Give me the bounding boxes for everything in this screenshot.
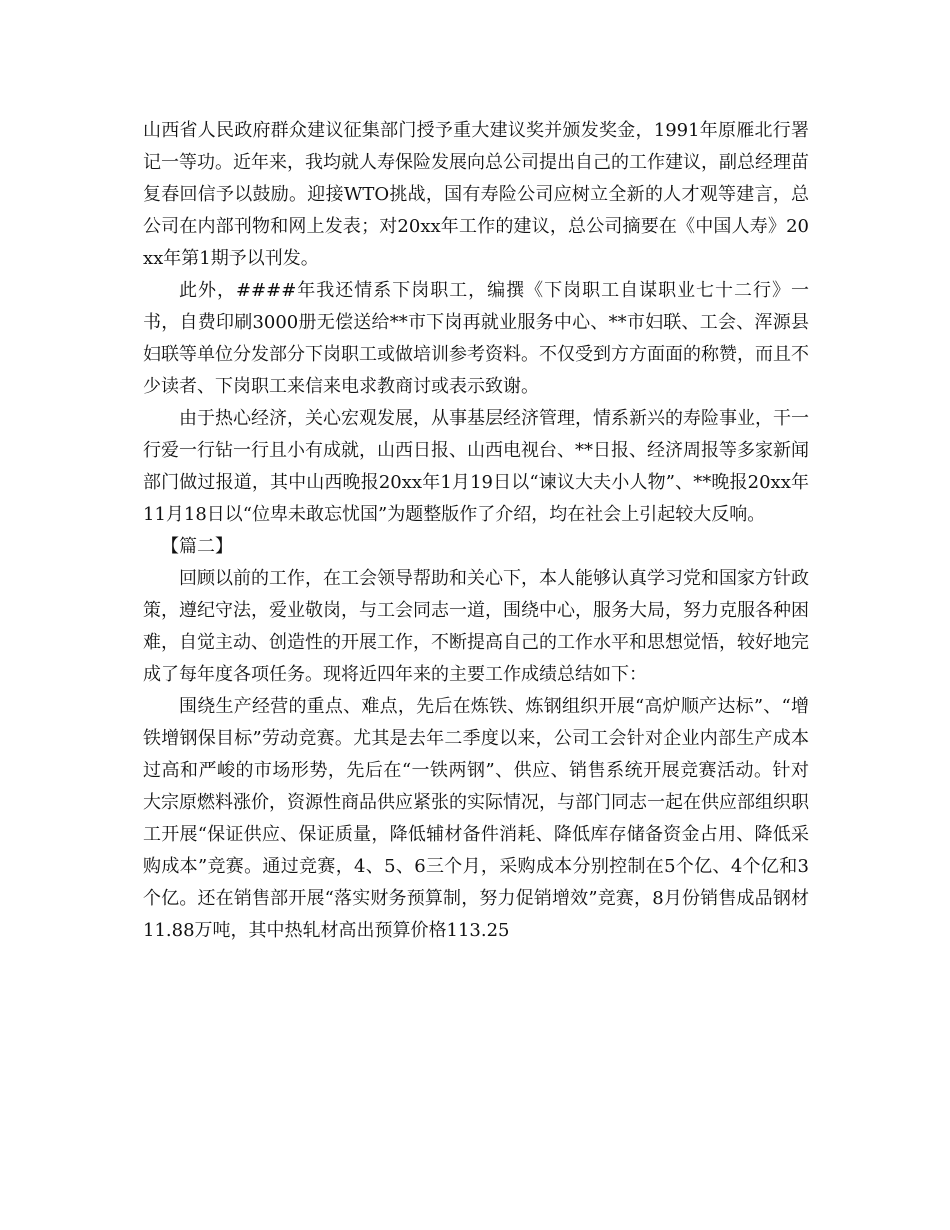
paragraph-laid-off-workers-book: 此外，####年我还情系下岗职工，编撰《下岗职工自谋职业七十二行》一书，自费印刷3000册无偿送给**市下岗再就业服务中心、**市妇联、工会、浑源县妇联等单位分发部分下岗职工或做培训参考资料。不仅受到方方面面的称赞，而且不少读者、下岗职工来信来电求教商讨或表示致谢。	[143, 280, 809, 397]
paragraph-labor-competition: 围绕生产经营的重点、难点，先后在炼铁、炼钢组织开展“高炉顺产达标”、“增铁增钢保目标”劳动竞赛。尤其是去年二季度以来，公司工会针对企业内部生产成本过高和严峻的市场形势，先后在“一铁两钢”、供应、销售系统开展竞赛活动。针对大宗原燃料涨价，资源性商品供应紧张的实际情况，与部门同志一起在供应部组织职工开展“保证供应、保证质量，降低辅材备件消耗、降低库存储备资金占用、降低采购成本”竞赛。通过竞赛，4、5、6三个月，采购成本分别控制在5个亿、4个亿和3个亿。还在销售部开展“落实财务预算制，努力促销增效”竞赛，8月份销售成品钢材11.88万吨，其中热轧材高出预算价格113.25	[143, 696, 809, 941]
document-body	[143, 115, 809, 947]
section-heading: 【篇二】	[161, 536, 233, 557]
paragraph-media-coverage: 由于热心经济，关心宏观发展，从事基层经济管理，情系新兴的寿险事业，干一行爱一行钻一行且小有成就，山西日报、山西电视台、**日报、经济周报等多家新闻部门做过报道，其中山西晚报20xx年1月19日以“谏议大夫小人物”、**晚报20xx年11月18日以“位卑未敢忘忧国”为题整版作了介绍，均在社会上引起较大反响。	[143, 408, 809, 525]
paragraph-award-history: 山西省人民政府群众建议征集部门授予重大建议奖并颁发奖金，1991年原雁北行署记一等功。近年来，我均就人寿保险发展向总公司提出自己的工作建议，副总经理苗复春回信予以鼓励。迎接WTO挑战，国有寿险公司应树立全新的人才观等建言，总公司在内部刊物和网上发表；对20xx年工作的建议，总公司摘要在《中国人寿》20xx年第1期予以刊发。	[143, 120, 809, 269]
paragraph-work-review: 回顾以前的工作，在工会领导帮助和关心下，本人能够认真学习党和国家方针政策，遵纪守法，爱业敬岗，与工会同志一道，围绕中心，服务大局，努力克服各种困难，自觉主动、创造性的开展工作，不断提高自己的工作水平和思想觉悟，较好地完成了每年度各项任务。现将近四年来的主要工作成绩总结如下：	[143, 568, 809, 685]
